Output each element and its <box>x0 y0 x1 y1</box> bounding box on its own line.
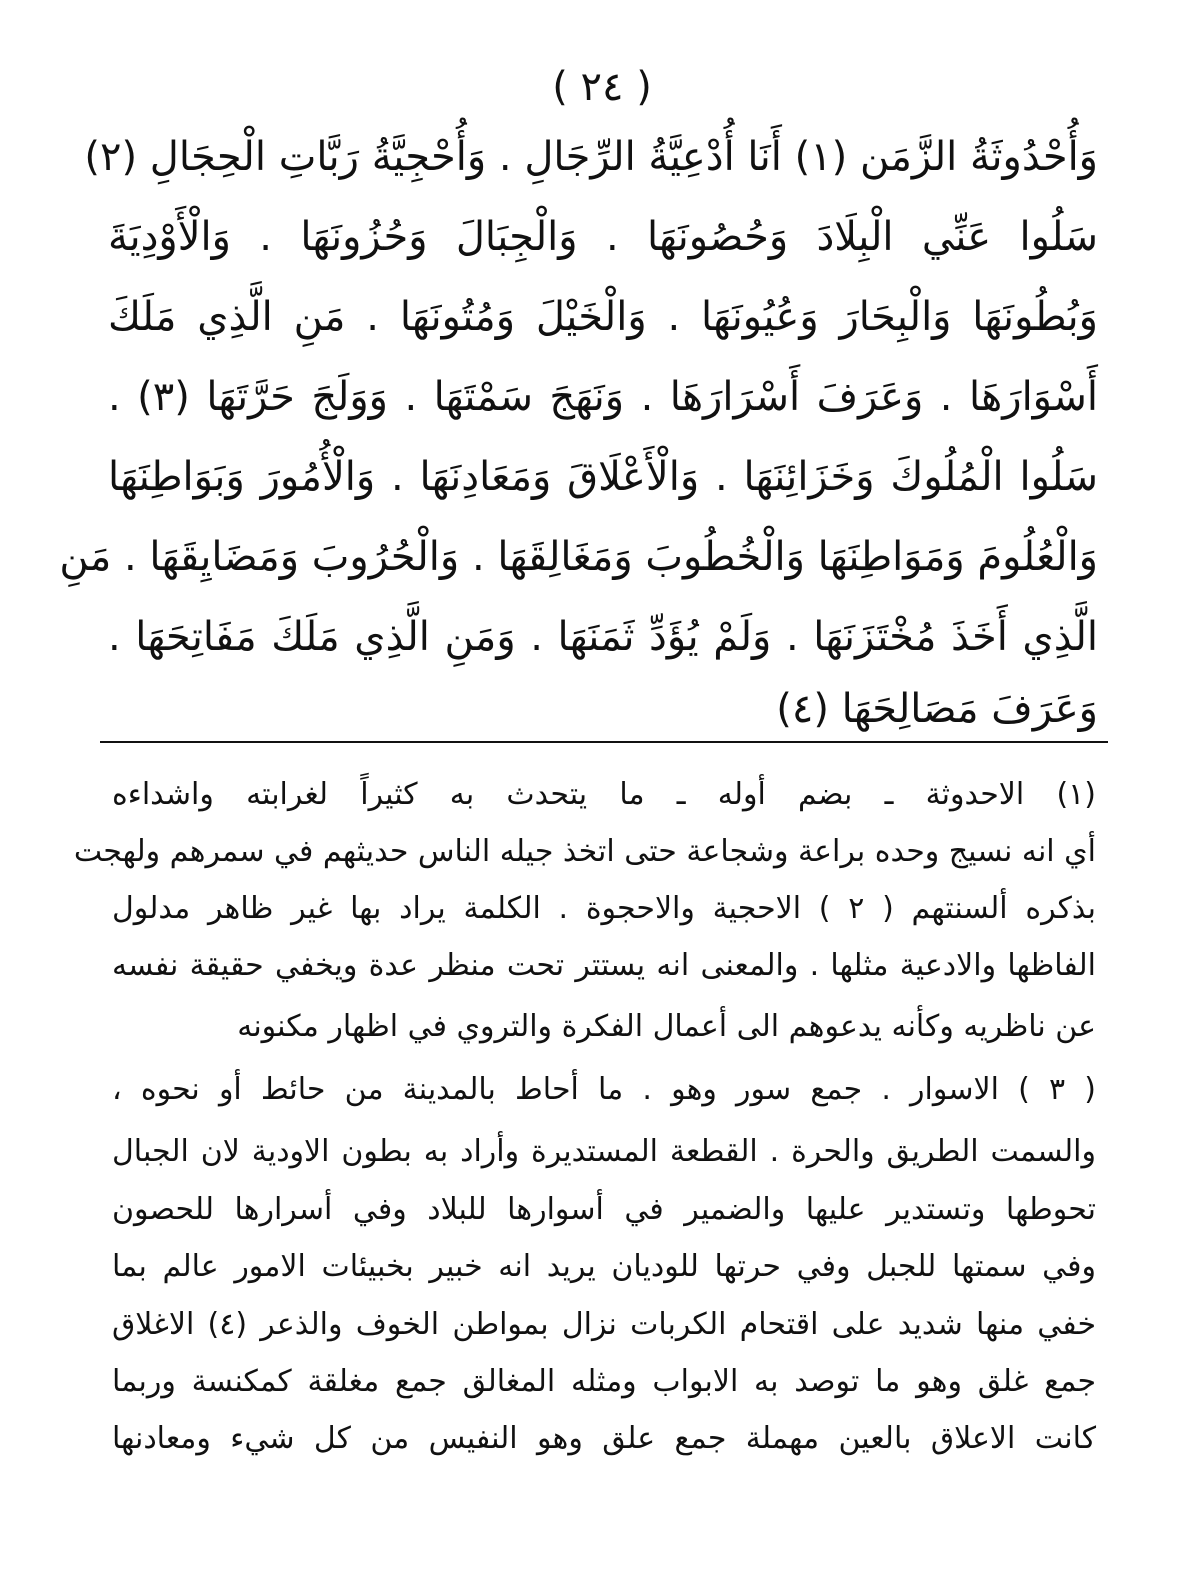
footnote-line: عن ناظريه وكأنه يدعوهم الى أعمال الفكرة والتروي في اظهار مكنونه <box>237 1009 1096 1044</box>
main-text-line: أَسْوَارَهَا . وَعَرَفَ أَسْرَارَهَا . وَنَهَجَ سَمْتَهَا . وَوَلَجَ حَرَّتَهَا (٣) . <box>108 374 1098 420</box>
footnote-line: جمع غلق وهو ما توصد به الابواب ومثله المغالق جمع مغلقة كمكنسة وربما <box>112 1364 1096 1399</box>
footnote-line: وفي سمتها للجبل وفي حرتها للوديان يريد انه خبير بخبيئات الامور عالم بما <box>112 1249 1096 1284</box>
footnote-line: خفي منها شديد على اقتحام الكربات نزال بمواطن الخوف والذعر (٤) الاغلاق <box>112 1307 1096 1342</box>
footnote-line: (١) الاحدوثة ـ بضم أوله ـ ما يتحدث به كثيراً لغرابته واشداءه <box>112 777 1096 812</box>
footnote-line: الفاظها والادعية مثلها . والمعنى انه يستتر تحت منظر عدة ويخفي حقيقة نفسه <box>112 948 1096 983</box>
page-number: ( ٢٤ ) <box>552 64 652 110</box>
footnote-line: ( ٣ ) الاسوار . جمع سور وهو . ما أحاط بالمدينة من حائط أو نحوه ، <box>112 1072 1096 1107</box>
main-text-line: وَعَرَفَ مَصَالِحَهَا (٤) <box>776 686 1098 732</box>
main-text-line: سَلُوا عَنِّي الْبِلَادَ وَحُصُونَهَا . وَالْجِبَالَ وَحُزُونَهَا . وَالْأَوْدِيَةَ <box>108 214 1098 260</box>
main-text-line: سَلُوا الْمُلُوكَ وَخَزَائِنَهَا . وَالْأَعْلَاقَ وَمَعَادِنَهَا . وَالْأُمُورَ وَبَوَاطِنَهَا <box>108 454 1098 500</box>
footnote-line: كانت الاعلاق بالعين مهملة جمع علق وهو النفيس من كل شيء ومعادنها <box>112 1421 1096 1456</box>
main-text-line: وَالْعُلُومَ وَمَوَاطِنَهَا وَالْخُطُوبَ وَمَغَالِقَهَا . وَالْحُرُوبَ وَمَضَايِقَهَا . مَنِ <box>59 534 1098 580</box>
footnote-line: والسمت الطريق والحرة . القطعة المستديرة وأراد به بطون الاودية لان الجبال <box>112 1134 1096 1169</box>
main-text-line: وَبُطُونَهَا وَالْبِحَارَ وَعُيُونَهَا . وَالْخَيْلَ وَمُتُونَهَا . مَنِ الَّذِي مَلَكَ <box>108 294 1098 340</box>
main-text-line: وَأُحْدُوثَةُ الزَّمَن (١) أَنَا أُدْعِيَّةُ الرِّجَالِ . وَأُحْجِيَّةُ رَبَّاتِ الْحِجَالِ (٢) <box>84 134 1098 180</box>
main-text-line: الَّذِي أَخَذَ مُخْتَزَنَهَا . وَلَمْ يُؤَدِّ ثَمَنَهَا . وَمَنِ الَّذِي مَلَكَ مَفَاتِحَهَا . <box>108 614 1098 660</box>
footnote-line: بذكره ألسنتهم ( ٢ ) الاحجية والاحجوة . الكلمة يراد بها غير ظاهر مدلول <box>112 891 1097 926</box>
footnote-divider <box>100 741 1108 743</box>
footnote-line: تحوطها وتستدير عليها والضمير في أسوارها للبلاد وفي أسرارها للحصون <box>112 1192 1096 1227</box>
footnote-line: أي انه نسيج وحده براعة وشجاعة حتى اتخذ جيله الناس حديثهم في سمرهم ولهجت <box>73 834 1096 869</box>
